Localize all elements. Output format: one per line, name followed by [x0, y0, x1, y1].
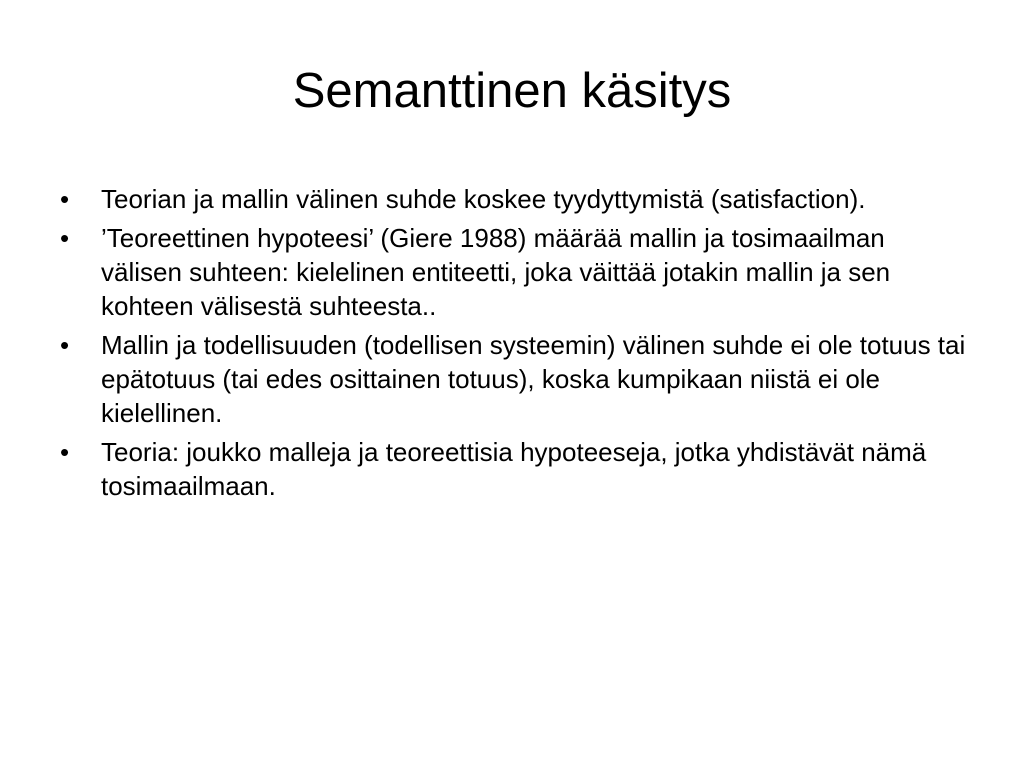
bullet-item-satisfaction — [60, 182, 970, 216]
bullet-dot-icon: • — [60, 437, 70, 467]
bullet-item-model-reality-relation — [60, 328, 970, 430]
bullet-dot-icon: • — [60, 184, 70, 214]
bullet-item-theoretical-hypothesis — [60, 221, 970, 323]
bullet-text: Mallin ja todellisuuden (todellisen systeemin) välinen suhde ei ole totuus tai epätotuus (tai edes osittainen totuus), koska kumpikaan niistä ei ole kielellinen. — [101, 330, 966, 428]
bullet-text: Teorian ja mallin välinen suhde koskee tyydyttymistä (satisfaction). — [101, 184, 866, 214]
bullet-text: Teoria: joukko malleja ja teoreettisia hypoteeseja, jotka yhdistävät nämä tosimaailmaan. — [101, 437, 927, 501]
bullet-dot-icon: • — [60, 223, 70, 253]
bullet-dot-icon: • — [60, 330, 70, 360]
bullet-list — [60, 182, 970, 508]
bullet-item-theory-definition — [60, 435, 970, 503]
bullet-text: ’Teoreettinen hypoteesi’ (Giere 1988) määrää mallin ja tosimaailman välisen suhteen: kielelinen entiteetti, joka väittää jotakin mallin ja sen kohteen välisestä suhteesta.. — [101, 223, 891, 321]
slide-title: Semanttinen käsitys — [292, 64, 732, 118]
